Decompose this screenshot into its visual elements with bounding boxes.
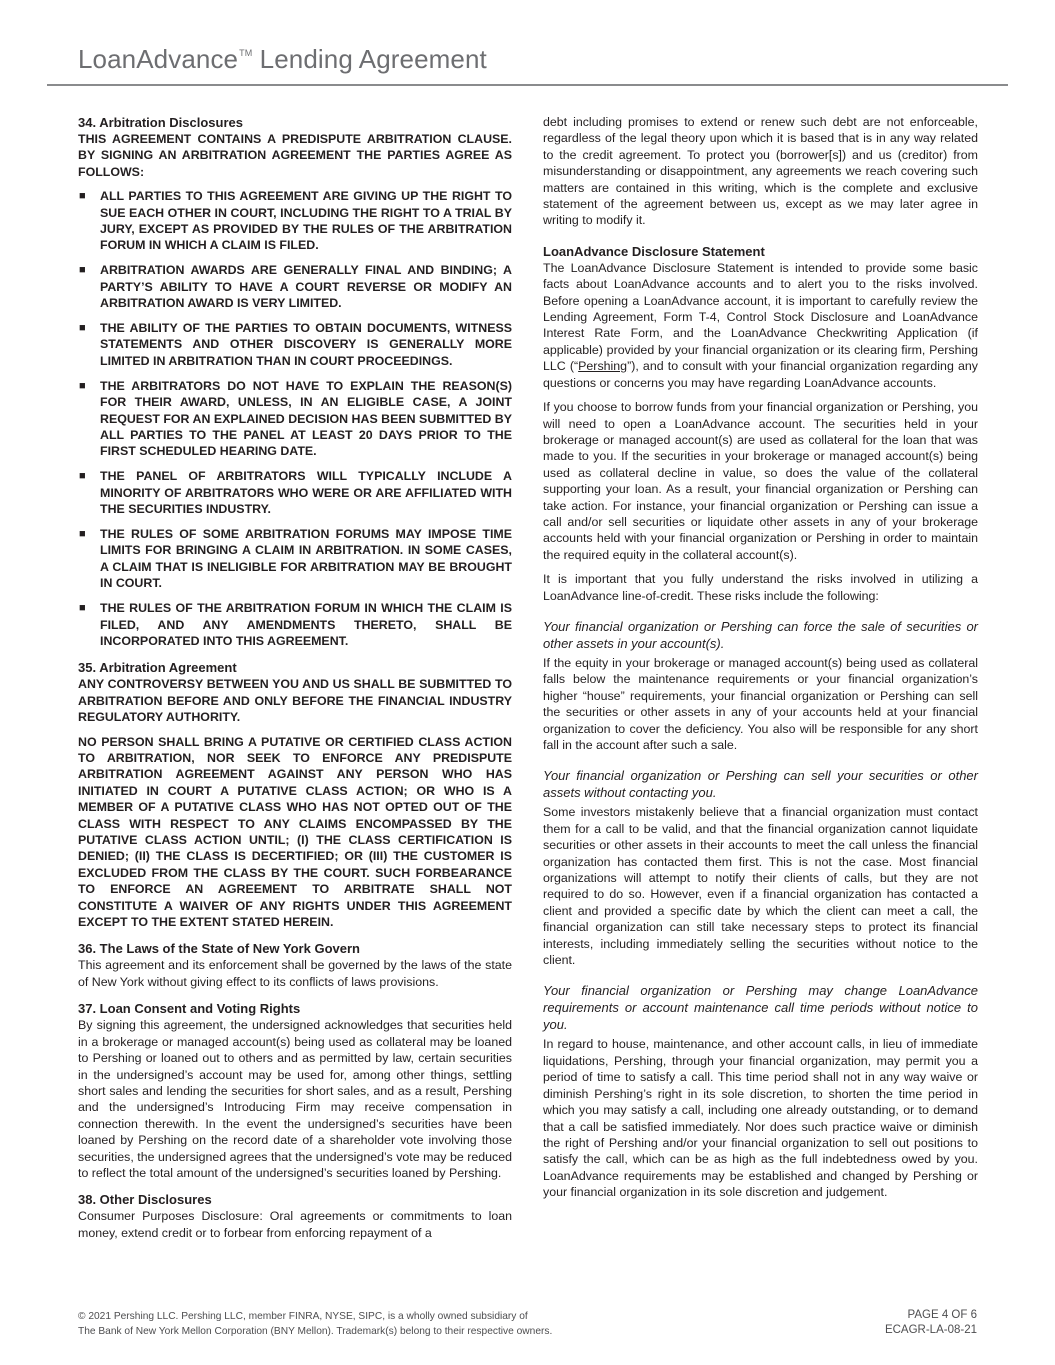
bullet-icon: ■	[79, 602, 86, 615]
bullet-icon: ■	[79, 379, 86, 392]
section-36	[78, 940, 512, 990]
section-38-continuation: debt including promises to extend or renew such debt are not enforceable, regardless of the legal theory upon which it is based that is in any way related to the credit agreement. To protect you (borrower[s]) and us (creditor) from misunderstanding or disappointment, any agreements we reach covering such matters are contained in this writing, which is the complete and exclusive statement of the agreement between us, except as we may later agree in writing to modify it.	[543, 115, 978, 228]
bullet-text: THE PANEL OF ARBITRATORS WILL TYPICALLY INCLUDE A MINORITY OF ARBITRATORS WHO WERE OR ARE AFFILIATED WITH THE SECURITIES INDUSTRY.	[100, 469, 512, 517]
pershing-term: Pershing	[578, 359, 628, 374]
header-divider	[47, 84, 1008, 86]
page-number: PAGE 4 OF 6	[907, 1309, 977, 1321]
bullet-icon: ■	[79, 470, 86, 483]
document-title	[78, 44, 487, 75]
disclosure-paragraph-1	[543, 260, 978, 391]
footer-copyright	[78, 1310, 552, 1339]
section-36-heading: 36. The Laws of the State of New York Govern	[78, 941, 360, 957]
section-37	[78, 1000, 512, 1181]
section-35-paragraph-2: NO PERSON SHALL BRING A PUTATIVE OR CERTIFIED CLASS ACTION TO ARBITRATION, NOR SEEK TO ENFORCE ANY PREDISPUTE ARBITRATION AGREEMENT AGAINST ANY PERSON WHO HAS INITIATED IN COURT A PUTATIVE CLASS ACTION; OR WHO IS A MEMBER OF A PUTATIVE CLASS WHO HAS NOT OPTED OUT OF THE CLASS WITH RESPECT TO ANY CLAIMS ENCOMPASSED BY THE PUTATIVE CLASS ACTION UNTIL; (I) THE CLASS CERTIFICATION IS DENIED; (II) THE CLASS IS DECERTIFIED; OR (III) THE CUSTOMER IS EXCLUDED FROM THE CLASS BY THE COURT. SUCH FORBEARANCE TO ENFORCE AN AGREEMENT TO ARBITRATE SHALL NOT CONSTITUTE A WAIVER OF ANY RIGHTS UNDER THIS AGREEMENT EXCEPT TO THE EXTENT STATED HEREIN.	[78, 734, 512, 930]
section-35-heading: 35. Arbitration Agreement	[78, 660, 237, 676]
disclosure-p1-text: The LoanAdvance Disclosure Statement is intended to provide some basic facts about LoanAdvance accounts and to alert you to the risks involved. Before opening a LoanAdvance account, it is important to carefully review the Lending Agreement, Form T-4, Control Stock Disclosure and LoanAdvance Interest Rate Form, and the LoanAdvance Checkwriting Application (if applicable) provided by your financial organization or its clearing firm, Pershing LLC (“	[543, 260, 978, 374]
trademark-symbol: TM	[239, 48, 253, 58]
section-38	[78, 1191, 512, 1241]
section-35-paragraph-1: ANY CONTROVERSY BETWEEN YOU AND US SHALL BE SUBMITTED TO ARBITRATION BEFORE AND ONLY BEFORE THE FINANCIAL INDUSTRY REGULATORY AUTHORITY.	[78, 677, 512, 725]
risk-2-heading: Your financial organization or Pershing can sell your securities or other assets without contacting you.	[543, 768, 978, 801]
list-item	[78, 468, 512, 517]
list-item	[78, 262, 512, 311]
risk-1-heading: Your financial organization or Pershing can force the sale of securities or other assets in your account(s).	[543, 618, 978, 651]
list-item	[78, 320, 512, 369]
form-code: ECAGR-LA-08-21	[884, 1324, 977, 1336]
arbitration-bullet-list	[78, 188, 512, 649]
disclosure-statement	[543, 243, 978, 604]
right-column	[543, 114, 978, 1211]
list-item	[78, 188, 512, 254]
list-item	[78, 600, 512, 649]
list-item	[78, 526, 512, 592]
section-34	[78, 114, 512, 649]
risk-sale-without-contact	[543, 767, 978, 968]
risk-3-heading: Your financial organization or Pershing may change LoanAdvance requirements or account maintenance call time periods without notice to you.	[543, 983, 978, 1033]
risk-2-body: Some investors mistakenly believe that a financial organization must contact them for a call to be valid, and that the financial organization cannot liquidate securities or other assets in their accounts to meet the call unless the financial organization has contacted them first. This is not the case. Most financial organizations will attempt to notify their clients of calls, but they are not required to do so. However, even if a financial organization has contacted a client and provided a specific date by which the client can meet a call, the financial organization can still take necessary steps to protect its financial interests, including immediately selling the securities without notice to the client.	[543, 805, 978, 968]
footer-page-info	[885, 1308, 977, 1338]
risk-forced-sale	[543, 618, 978, 753]
bullet-icon: ■	[79, 264, 86, 277]
risk-requirement-changes	[543, 982, 978, 1200]
bullet-text: THE ABILITY OF THE PARTIES TO OBTAIN DOCUMENTS, WITNESS STATEMENTS AND OTHER DISCOVERY IS GENERALLY MORE LIMITED IN ARBITRATION THAN IN COURT PROCEEDINGS.	[100, 321, 512, 368]
disclosure-p1-tail: ”), and to consult with your financial organization regarding any questions or concerns you may have regarding LoanAdvance accounts.	[543, 359, 978, 390]
bullet-text: THE RULES OF THE ARBITRATION FORUM IN WHICH THE CLAIM IS FILED, AND ANY AMENDMENTS THERETO, SHALL BE INCORPORATED INTO THIS AGREEMENT.	[100, 601, 512, 648]
left-column	[78, 114, 512, 1251]
disclosure-heading: LoanAdvance Disclosure Statement	[543, 243, 765, 259]
bullet-icon: ■	[79, 190, 86, 203]
bullet-text: ALL PARTIES TO THIS AGREEMENT ARE GIVING UP THE RIGHT TO SUE EACH OTHER IN COURT, INCLUDING THE RIGHT TO A TRIAL BY JURY, EXCEPT AS PROVIDED BY THE RULES OF THE ARBITRATION FORUM IN WHICH A CLAIM IS FILED.	[100, 189, 512, 253]
section-37-heading: 37. Loan Consent and Voting Rights	[78, 1001, 301, 1017]
bullet-icon: ■	[79, 528, 86, 541]
disclosure-paragraph-2: If you choose to borrow funds from your financial organization or Pershing, you will need to open a LoanAdvance account. The securities held in your brokerage or managed account(s) are used as collateral for the loan that was made to you. If the securities in your brokerage or managed account(s) being used as collateral decline in value, so does the value of the collateral supporting your loan. As a result, your financial organization or Pershing can take action. For instance, your financial organization or Pershing can issue a call and/or sell securities or liquidate other assets in any of your brokerage accounts held with your financial organization or Pershing in order to maintain the required equity in the collateral account(s).	[543, 400, 978, 562]
title-suffix: Lending Agreement	[259, 44, 487, 74]
section-37-paragraph: By signing this agreement, the undersigned acknowledges that securities held in a brokerage or managed account(s) being used as collateral may be loaned to Pershing or loaned out to others and as permitted by law, certain securities in the undersigned’s account may be used for, among other things, settling short sales and lending the securities for short sales, and as a result, Pershing and the undersigned’s Introducing Firm may receive compensation in connection therewith. In the event the undersigned’s securities have been loaned by Pershing on the record date of a shareholder vote involving those securities, the undersigned agrees that the undersigned’s vote may be reduced to reflect the total amount of the undersigned’s securities loaned by Pershing.	[78, 1018, 512, 1180]
risk-1-body: If the equity in your brokerage or managed account(s) being used as collateral falls below the maintenance requirements or your financial organization’s higher “house” requirements, your financial organization or Pershing can sell the securities or other assets in any of your accounts held at your financial organization to cover the deficiency. You also will be responsible for any short fall in the account after such a sale.	[543, 655, 978, 752]
section-38-heading: 38. Other Disclosures	[78, 1192, 212, 1208]
section-35	[78, 659, 512, 930]
bullet-text: THE ARBITRATORS DO NOT HAVE TO EXPLAIN THE REASON(S) FOR THEIR AWARD, UNLESS, IN AN ELIGIBLE CASE, A JOINT REQUEST FOR AN EXPLAINED DECISION HAS BEEN SUBMITTED BY ALL PARTIES TO THE PANEL AT LEAST 20 DAYS PRIOR TO THE FIRST SCHEDULED HEARING DATE.	[100, 378, 512, 459]
section-34-heading: 34. Arbitration Disclosures	[78, 115, 243, 130]
section-36-paragraph: This agreement and its enforcement shall be governed by the laws of the state of New York without giving effect to its conflicts of laws provisions.	[78, 958, 512, 989]
title-prefix: LoanAdvance	[78, 44, 239, 74]
footer-line-1: © 2021 Pershing LLC. Pershing LLC, member FINRA, NYSE, SIPC, is a wholly owned subsidiary of	[78, 1311, 528, 1322]
risk-3-body: In regard to house, maintenance, and other account calls, in lieu of immediate liquidations, Pershing, through your financial organization, may permit you a period of time to satisfy a call. This time period shall not in any way waive or diminish Pershing’s right in its sole discretion, to shorten the time period in which you may satisfy a call, including one already outstanding, or to demand that a call be satisfied immediately. Nor does such practice waive or diminish the right of Pershing and/or your financial organization to sell out positions to satisfy the call, which can be as high as the full indebtedness owed by you. LoanAdvance requirements may be established and changed by Pershing or your financial organization in its sole discretion and judgement.	[543, 1037, 978, 1200]
section-34-intro: THIS AGREEMENT CONTAINS A PREDISPUTE ARBITRATION CLAUSE. BY SIGNING AN ARBITRATION AGREEMENT THE PARTIES AGREE AS FOLLOWS:	[78, 132, 512, 179]
list-item	[78, 378, 512, 460]
bullet-text: THE RULES OF SOME ARBITRATION FORUMS MAY IMPOSE TIME LIMITS FOR BRINGING A CLAIM IN ARBITRATION. IN SOME CASES, A CLAIM THAT IS INELIGIBLE FOR ARBITRATION MAY BE BROUGHT IN COURT.	[100, 527, 512, 591]
section-38-paragraph: Consumer Purposes Disclosure: Oral agreements or commitments to loan money, extend credit or to forbear from enforcing repayment of a	[78, 1209, 512, 1240]
bullet-text: ARBITRATION AWARDS ARE GENERALLY FINAL AND BINDING; A PARTY’S ABILITY TO HAVE A COURT REVERSE OR MODIFY AN ARBITRATION AWARD IS VERY LIMITED.	[100, 263, 512, 311]
disclosure-paragraph-3: It is important that you fully understand the risks involved in utilizing a LoanAdvance line-of-credit. These risks include the following:	[543, 572, 978, 603]
bullet-icon: ■	[79, 322, 86, 335]
footer-line-2: The Bank of New York Mellon Corporation (BNY Mellon). Trademark(s) belong to their respective owners.	[78, 1325, 553, 1337]
